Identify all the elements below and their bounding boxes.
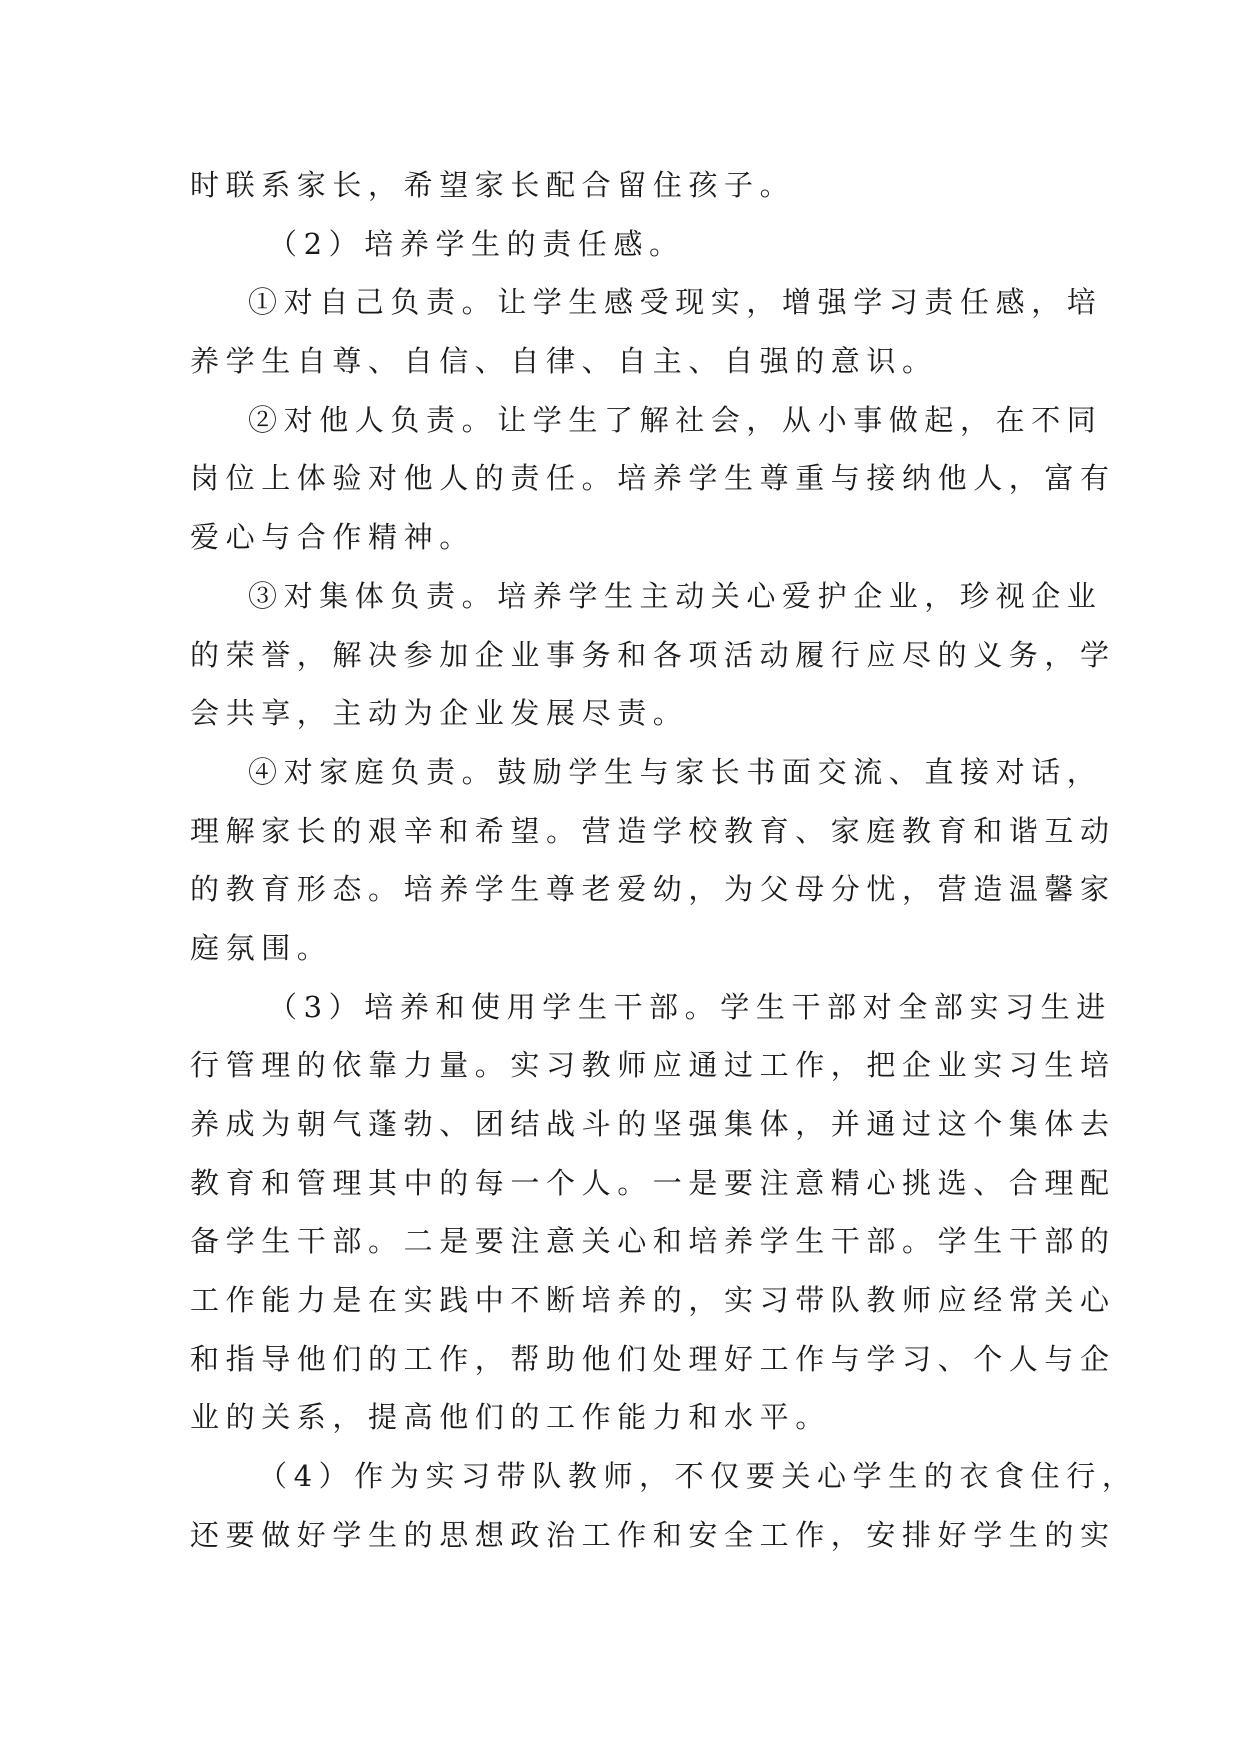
text-line-22: 业的关系，提高他们的工作能力和水平。	[190, 1400, 831, 1435]
text-line-20: 工作能力是在实践中不断培养的，实习带队教师应经常关心	[190, 1283, 1116, 1318]
text-line-14: 庭氛围。	[190, 930, 333, 965]
text-line-18: 教育和管理其中的每一个人。一是要注意精心挑选、合理配	[190, 1165, 1116, 1200]
text-line-8: ③对集体负责。培养学生主动关心爱护企业，珍视企业	[248, 578, 1103, 613]
text-line-16: 行管理的依靠力量。实习教师应通过工作，把企业实习生培	[190, 1048, 1116, 1083]
text-line-1: 时联系家长，希望家长配合留住孩子。	[190, 168, 796, 202]
text-line-19: 备学生干部。二是要注意关心和培养学生干部。学生干部的	[190, 1224, 1116, 1259]
text-line-4: 养学生自尊、自信、自律、自主、自强的意识。	[190, 344, 938, 379]
text-line-10: 会共享，主动为企业发展尽责。	[190, 696, 689, 731]
text-line-5: ②对他人负责。让学生了解社会，从小事做起，在不同	[248, 402, 1103, 437]
text-line-11: ④对家庭负责。鼓励学生与家长书面交流、直接对话，	[248, 754, 1103, 789]
text-line-2: （2）培养学生的责任感。	[268, 226, 685, 261]
text-line-23: （4）作为实习带队教师，不仅要关心学生的衣食住行，	[258, 1459, 1138, 1494]
text-line-24: 还要做好学生的思想政治工作和安全工作，安排好学生的实	[190, 1517, 1116, 1552]
text-line-13: 的教育形态。培养学生尊老爱幼，为父母分忧，营造温馨家	[190, 872, 1116, 907]
text-line-9: 的荣誉，解决参加企业事务和各项活动履行应尽的义务，学	[190, 637, 1116, 672]
text-line-15: （3）培养和使用学生干部。学生干部对全部实习生进	[268, 989, 1112, 1024]
text-line-21: 和指导他们的工作，帮助他们处理好工作与学习、个人与企	[190, 1341, 1116, 1376]
document-body	[190, 156, 1138, 1565]
text-line-3: ①对自己负责。让学生感受现实，增强学习责任感，培	[248, 285, 1103, 320]
text-line-17: 养成为朝气蓬勃、团结战斗的坚强集体，并通过这个集体去	[190, 1107, 1116, 1141]
text-line-12: 理解家长的艰辛和希望。营造学校教育、家庭教育和谐互动	[190, 813, 1116, 848]
text-line-6: 岗位上体验对他人的责任。培养学生尊重与接纳他人，富有	[190, 461, 1116, 496]
text-line-7: 爱心与合作精神。	[190, 520, 475, 555]
